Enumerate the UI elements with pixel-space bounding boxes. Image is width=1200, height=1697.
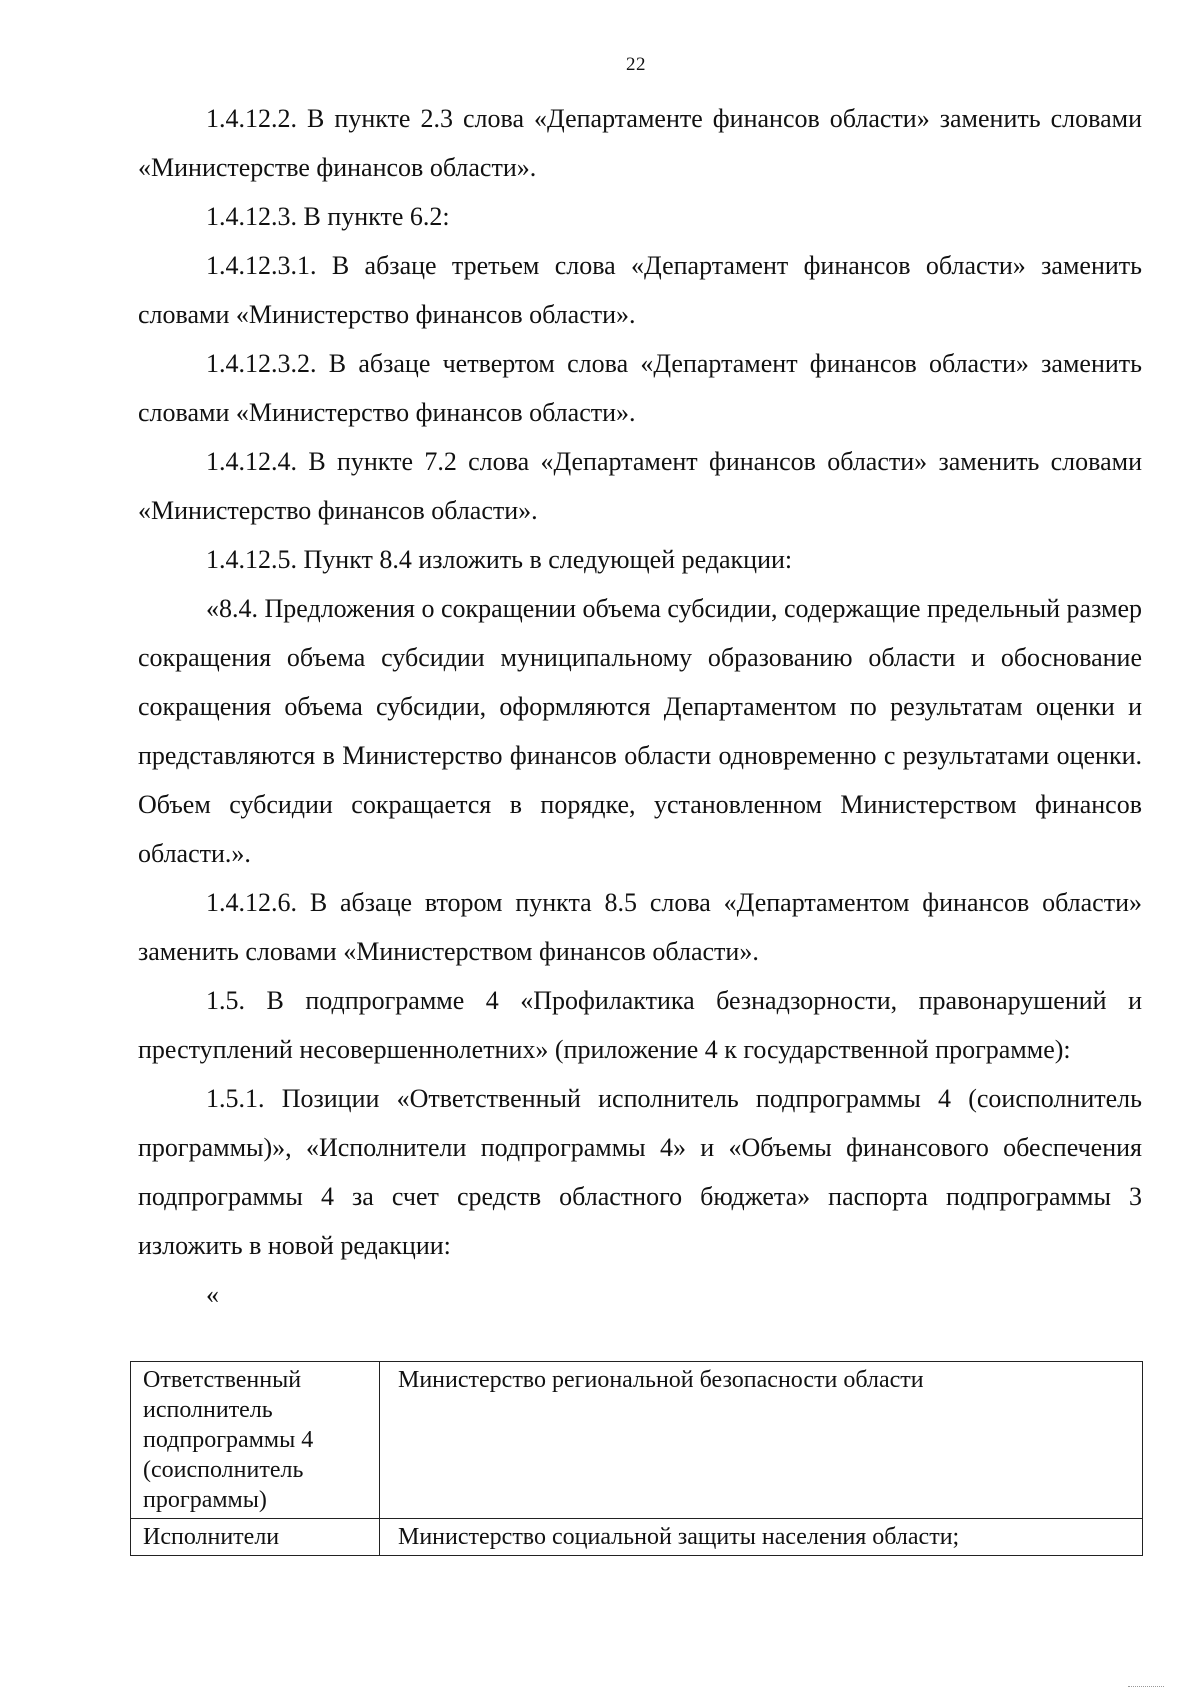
table-cell-value: Министерство региональной безопасности области	[380, 1362, 1143, 1519]
table-cell-label: Ответственный исполнитель подпрограммы 4 (соисполнитель программы)	[131, 1362, 380, 1519]
quote-open-mark: «	[206, 1280, 219, 1309]
document-body	[138, 94, 1142, 1319]
page-number: 22	[626, 54, 646, 75]
paragraph-1-4-12-3-2: 1.4.12.3.2. В абзаце четвертом слова «Департамент финансов области» заменить словами «Министерство финансов области».	[138, 349, 1142, 427]
table-row	[131, 1362, 1143, 1519]
table-row	[131, 1519, 1143, 1556]
paragraph-1-4-12-4: 1.4.12.4. В пункте 7.2 слова «Департамент финансов области» заменить словами «Министерство финансов области».	[138, 447, 1142, 525]
passport-table	[130, 1361, 1143, 1556]
paragraph-1-5-1: 1.5.1. Позиции «Ответственный исполнитель подпрограммы 4 (соисполнитель программы)», «Исполнители подпрограммы 4» и «Объемы финансового обеспечения подпрограммы 4 за счет средств областного бюджета» паспорта подпрограммы 3 изложить в новой редакции:	[138, 1084, 1142, 1260]
table-cell-value: Министерство социальной защиты населения области;	[380, 1519, 1143, 1556]
table-cell-label: Исполнители	[131, 1519, 380, 1556]
paragraph-1-4-12-3-1: 1.4.12.3.1. В абзаце третьем слова «Департамент финансов области» заменить словами «Министерство финансов области».	[138, 251, 1142, 329]
paragraph-1-5: 1.5. В подпрограмме 4 «Профилактика безнадзорности, правонарушений и преступлений несовершеннолетних» (приложение 4 к государственной программе):	[138, 986, 1142, 1064]
paragraph-8-4-quote: «8.4. Предложения о сокращении объема субсидии, содержащие предельный размер сокращения объема субсидии муниципальному образованию области и обоснование сокращения объема субсидии, оформляются Департаментом по результатам оценки и представляются в Министерство финансов области одновременно с результатами оценки. Объем субсидии сокращается в порядке, установленном Министерством финансов области.».	[138, 594, 1142, 868]
paragraph-1-4-12-5: 1.4.12.5. Пункт 8.4 изложить в следующей редакции:	[206, 545, 793, 574]
paragraph-1-4-12-2: 1.4.12.2. В пункте 2.3 слова «Департаменте финансов области» заменить словами «Министерстве финансов области».	[138, 104, 1142, 182]
scan-artifact	[1128, 1686, 1164, 1693]
paragraph-1-4-12-6: 1.4.12.6. В абзаце втором пункта 8.5 слова «Департаментом финансов области» заменить словами «Министерством финансов области».	[138, 888, 1142, 966]
paragraph-1-4-12-3: 1.4.12.3. В пункте 6.2:	[206, 202, 450, 231]
